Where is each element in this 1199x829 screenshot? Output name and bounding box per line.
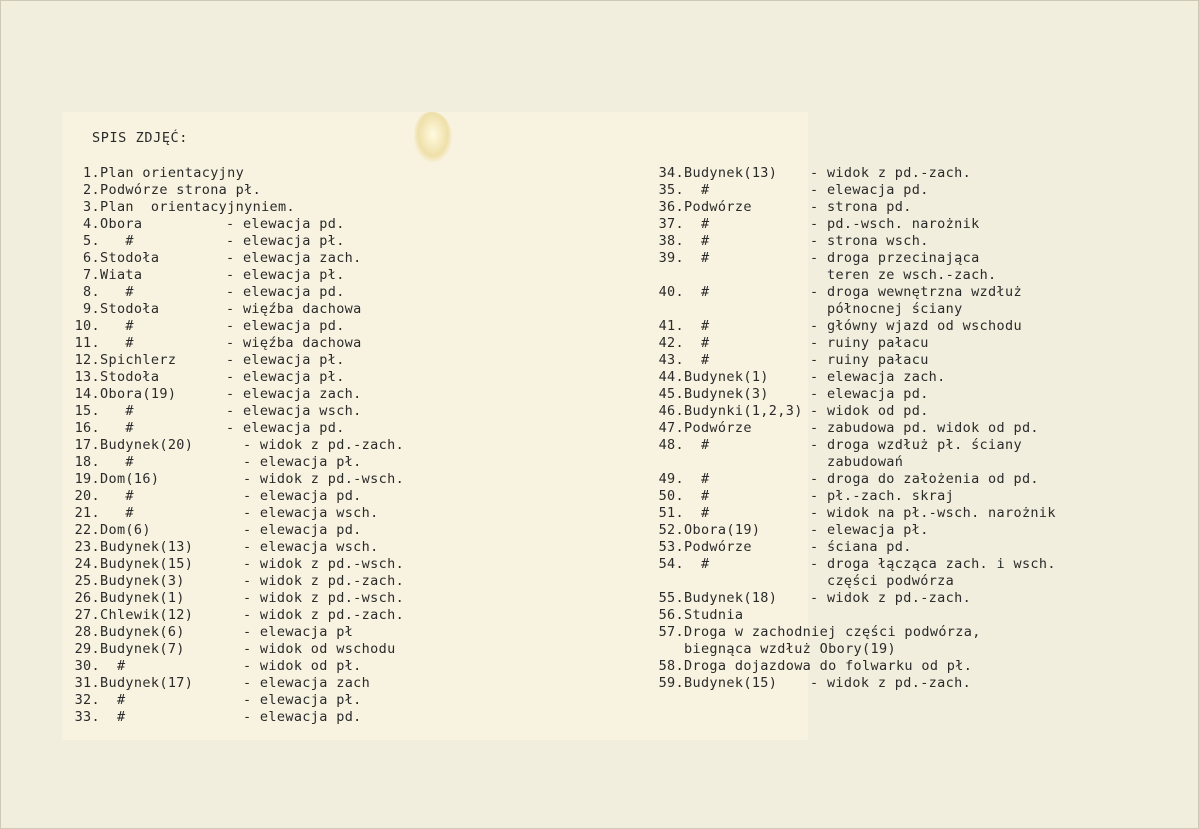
item-description: - elewacja pł.	[226, 454, 362, 470]
item-subject: Chlewik(12)	[100, 607, 194, 623]
item-subject: Droga dojazdowa do folwarku od pł.	[684, 658, 973, 674]
item-number: 38.	[658, 233, 684, 249]
list-item	[62, 709, 442, 726]
item-subject: #	[684, 556, 710, 572]
item-description: - widok z pd.-zach.	[810, 675, 972, 691]
item-number: 16.	[74, 420, 100, 436]
item-number: 48.	[658, 437, 684, 453]
item-number: 24.	[74, 556, 100, 572]
item-description: - zabudowa pd. widok od pd.	[810, 420, 1039, 436]
list-item	[646, 675, 1116, 692]
list-item	[646, 318, 1116, 335]
item-description: - elewacja pd.	[226, 216, 345, 232]
list-item	[62, 675, 442, 692]
item-subject: #	[100, 420, 134, 436]
item-subject: Budynek(15)	[684, 675, 778, 691]
item-description: - więźba dachowa	[226, 301, 362, 317]
item-subject: Studnia	[684, 607, 744, 623]
item-description: - widok z pd.-wsch.	[226, 471, 405, 487]
item-number: 9.	[83, 301, 100, 317]
item-subject: Obora(19)	[100, 386, 177, 402]
item-subject: Budynek(1)	[100, 590, 185, 606]
list-item	[62, 624, 442, 641]
item-number: 8.	[83, 284, 100, 300]
item-subject: #	[684, 335, 710, 351]
item-number: 49.	[658, 471, 684, 487]
item-number: 5.	[83, 233, 100, 249]
list-item	[62, 488, 442, 505]
right-photo-list	[646, 165, 1116, 692]
item-description: - elewacja pł.	[810, 522, 929, 538]
item-subject: #	[684, 318, 710, 334]
item-description: - elewacja pł.	[226, 352, 345, 368]
list-item	[646, 658, 1116, 675]
item-subject: Budynek(3)	[100, 573, 185, 589]
item-subject: Budynek(7)	[100, 641, 185, 657]
item-subject: Stodoła	[100, 369, 160, 385]
item-number: 41.	[658, 318, 684, 334]
item-subject: Stodoła	[100, 301, 160, 317]
item-description: - widok z pd.-zach.	[810, 165, 972, 181]
list-item	[646, 437, 1116, 471]
item-description: - elewacja wsch.	[226, 539, 379, 555]
item-subject: Budynek(20)	[100, 437, 194, 453]
item-number: 51.	[658, 505, 684, 521]
item-number: 44.	[658, 369, 684, 385]
list-item	[646, 250, 1116, 284]
item-subject: #	[684, 505, 710, 521]
item-description: - elewacja pd.	[226, 522, 362, 538]
list-item	[646, 607, 1116, 624]
item-number: 13.	[74, 369, 100, 385]
paper-stain	[414, 112, 452, 162]
item-description: - droga wzdłuż pł. ściany zabudowań	[810, 437, 1022, 470]
item-description: - elewacja pd.	[226, 420, 345, 436]
list-item	[62, 539, 442, 556]
list-item	[62, 216, 442, 233]
item-subject: #	[100, 233, 134, 249]
item-description: - elewacja pd.	[226, 709, 362, 725]
list-item	[62, 403, 442, 420]
list-item	[62, 182, 442, 199]
item-number: 58.	[658, 658, 684, 674]
item-subject: #	[100, 284, 134, 300]
list-item	[646, 420, 1116, 437]
item-subject: #	[100, 318, 134, 334]
list-item	[646, 488, 1116, 505]
item-subject: Budynek(6)	[100, 624, 185, 640]
item-subject: Spichlerz	[100, 352, 177, 368]
list-item	[62, 420, 442, 437]
list-item	[62, 335, 442, 352]
item-description: - droga przecinająca teren ze wsch.-zach.	[810, 250, 997, 283]
item-description: - więźba dachowa	[226, 335, 362, 351]
list-item	[62, 471, 442, 488]
list-item	[646, 352, 1116, 369]
item-number: 37.	[658, 216, 684, 232]
item-subject: Budynek(18)	[684, 590, 778, 606]
list-item	[62, 522, 442, 539]
list-item	[646, 182, 1116, 199]
item-subject: Dom(6)	[100, 522, 151, 538]
item-description: - widok na pł.-wsch. narożnik	[810, 505, 1056, 521]
item-subject: Budynek(1)	[684, 369, 769, 385]
item-description: - ruiny pałacu	[810, 352, 929, 368]
item-number: 53.	[658, 539, 684, 555]
item-description: - elewacja pł.	[226, 369, 345, 385]
item-number: 35.	[658, 182, 684, 198]
list-item	[646, 199, 1116, 216]
item-number: 18.	[74, 454, 100, 470]
list-item	[62, 318, 442, 335]
item-number: 56.	[658, 607, 684, 623]
item-subject: #	[100, 454, 134, 470]
item-description: - widok z pd.-zach.	[810, 590, 972, 606]
item-subject: Podwórze strona pł.	[100, 182, 262, 198]
item-subject: Obora(19)	[684, 522, 761, 538]
item-number: 10.	[74, 318, 100, 334]
item-description: - ściana pd.	[810, 539, 912, 555]
item-description: - widok od pd.	[810, 403, 929, 419]
item-description: - elewacja pd.	[810, 386, 929, 402]
list-item	[646, 386, 1116, 403]
item-number: 26.	[74, 590, 100, 606]
item-number: 27.	[74, 607, 100, 623]
item-number: 52.	[658, 522, 684, 538]
list-item	[62, 165, 442, 182]
item-description: - elewacja pł.	[226, 267, 345, 283]
item-number: 3.	[83, 199, 100, 215]
item-subject: #	[684, 182, 710, 198]
item-subject: Podwórze	[684, 420, 752, 436]
item-description: - elewacja pd.	[226, 318, 345, 334]
list-item	[62, 505, 442, 522]
left-photo-list	[62, 165, 442, 726]
item-subject: Budynek(15)	[100, 556, 194, 572]
item-number: 15.	[74, 403, 100, 419]
item-description: - elewacja pd.	[226, 488, 362, 504]
item-description: - elewacja wsch.	[226, 505, 379, 521]
item-number: 14.	[74, 386, 100, 402]
item-description: - widok z pd.-zach.	[226, 607, 405, 623]
item-subject: #	[684, 233, 710, 249]
item-subject: #	[684, 250, 710, 266]
item-subject: Podwórze	[684, 199, 752, 215]
item-description: - elewacja zach	[226, 675, 371, 691]
item-number: 6.	[83, 250, 100, 266]
item-description: - widok od wschodu	[226, 641, 396, 657]
list-item	[62, 454, 442, 471]
item-number: 17.	[74, 437, 100, 453]
item-description: - strona wsch.	[810, 233, 929, 249]
item-description: - elewacja pd.	[810, 182, 929, 198]
item-number: 20.	[74, 488, 100, 504]
item-number: 36.	[658, 199, 684, 215]
list-item	[646, 284, 1116, 318]
item-number: 7.	[83, 267, 100, 283]
item-subject: Podwórze	[684, 539, 752, 555]
item-description: - elewacja zach.	[226, 386, 362, 402]
item-description: - elewacja zach.	[810, 369, 946, 385]
item-number: 50.	[658, 488, 684, 504]
item-description: - elewacja wsch.	[226, 403, 362, 419]
item-subject: Budynek(3)	[684, 386, 769, 402]
list-item	[62, 352, 442, 369]
item-subject: Dom(16)	[100, 471, 160, 487]
item-number: 11.	[74, 335, 100, 351]
list-item	[62, 284, 442, 301]
item-subject: Droga w zachodniej części podwórza, biegnąca wzdłuż Obory(19)	[684, 624, 981, 657]
item-description: - strona pd.	[810, 199, 912, 215]
list-item	[646, 233, 1116, 250]
list-item	[646, 522, 1116, 539]
item-number: 4.	[83, 216, 100, 232]
list-item	[646, 403, 1116, 420]
list-item	[62, 199, 442, 216]
list-item	[62, 369, 442, 386]
item-number: 12.	[74, 352, 100, 368]
list-item	[62, 437, 442, 454]
list-item	[62, 641, 442, 658]
list-item	[62, 301, 442, 318]
item-subject: #	[100, 709, 126, 725]
item-number: 40.	[658, 284, 684, 300]
list-item	[646, 624, 1116, 658]
list-item	[62, 250, 442, 267]
item-subject: Budynek(17)	[100, 675, 194, 691]
item-description: - droga do założenia od pd.	[810, 471, 1039, 487]
item-subject: #	[100, 488, 134, 504]
item-subject: Plan orientacyjny	[100, 165, 245, 181]
item-description: - elewacja pł.	[226, 233, 345, 249]
item-subject: Plan orientacyjnyniem.	[100, 199, 295, 215]
item-subject: Obora	[100, 216, 143, 232]
item-subject: #	[100, 658, 126, 674]
item-description: - ruiny pałacu	[810, 335, 929, 351]
item-subject: Budynek(13)	[684, 165, 778, 181]
list-item	[646, 556, 1116, 590]
item-subject: #	[100, 505, 134, 521]
item-number: 19.	[74, 471, 100, 487]
list-item	[62, 556, 442, 573]
list-item	[646, 216, 1116, 233]
item-subject: Wiata	[100, 267, 143, 283]
item-subject: #	[684, 216, 710, 232]
item-number: 42.	[658, 335, 684, 351]
list-item	[646, 335, 1116, 352]
page-title: SPIS ZDJĘĆ:	[92, 130, 189, 146]
item-subject: #	[684, 471, 710, 487]
item-number: 55.	[658, 590, 684, 606]
item-description: - główny wjazd od wschodu	[810, 318, 1022, 334]
item-subject: Budynek(13)	[100, 539, 194, 555]
item-description: - droga łącząca zach. i wsch. części podwórza	[810, 556, 1056, 589]
item-description: - elewacja zach.	[226, 250, 362, 266]
item-number: 43.	[658, 352, 684, 368]
item-number: 25.	[74, 573, 100, 589]
item-description: - elewacja pł	[226, 624, 354, 640]
list-item	[646, 471, 1116, 488]
item-number: 46.	[658, 403, 684, 419]
item-number: 57.	[658, 624, 684, 640]
item-subject: Budynki(1,2,3)	[684, 403, 803, 419]
item-number: 47.	[658, 420, 684, 436]
item-description: - elewacja pd.	[226, 284, 345, 300]
item-number: 2.	[83, 182, 100, 198]
item-number: 45.	[658, 386, 684, 402]
list-item	[646, 165, 1116, 182]
list-item	[62, 573, 442, 590]
list-item	[646, 590, 1116, 607]
list-item	[62, 607, 442, 624]
list-item	[62, 233, 442, 250]
item-description: - widok z pd.-zach.	[226, 437, 405, 453]
item-description: - widok z pd.-zach.	[226, 573, 405, 589]
item-description: - pd.-wsch. narożnik	[810, 216, 980, 232]
item-subject: #	[100, 335, 134, 351]
item-number: 39.	[658, 250, 684, 266]
item-description: - widok z pd.-wsch.	[226, 590, 405, 606]
item-number: 23.	[74, 539, 100, 555]
item-description: - elewacja pł.	[226, 692, 362, 708]
item-description: - pł.-zach. skraj	[810, 488, 955, 504]
list-item	[62, 692, 442, 709]
list-item	[646, 505, 1116, 522]
item-number: 59.	[658, 675, 684, 691]
list-item	[62, 267, 442, 284]
item-subject: #	[684, 488, 710, 504]
item-subject: #	[684, 352, 710, 368]
item-number: 33.	[74, 709, 100, 725]
item-number: 32.	[74, 692, 100, 708]
item-number: 21.	[74, 505, 100, 521]
item-description: - widok od pł.	[226, 658, 362, 674]
item-description: - widok z pd.-wsch.	[226, 556, 405, 572]
item-number: 30.	[74, 658, 100, 674]
item-number: 29.	[74, 641, 100, 657]
item-number: 22.	[74, 522, 100, 538]
item-subject: #	[100, 692, 126, 708]
item-subject: Stodoła	[100, 250, 160, 266]
list-item	[646, 369, 1116, 386]
item-description: - droga wewnętrzna wzdłuż północnej ściany	[810, 284, 1022, 317]
item-subject: #	[684, 284, 710, 300]
item-number: 34.	[658, 165, 684, 181]
list-item	[62, 658, 442, 675]
item-subject: #	[684, 437, 710, 453]
list-item	[62, 386, 442, 403]
list-item	[646, 539, 1116, 556]
list-item	[62, 590, 442, 607]
item-subject: #	[100, 403, 134, 419]
item-number: 54.	[658, 556, 684, 572]
item-number: 31.	[74, 675, 100, 691]
item-number: 28.	[74, 624, 100, 640]
item-number: 1.	[83, 165, 100, 181]
